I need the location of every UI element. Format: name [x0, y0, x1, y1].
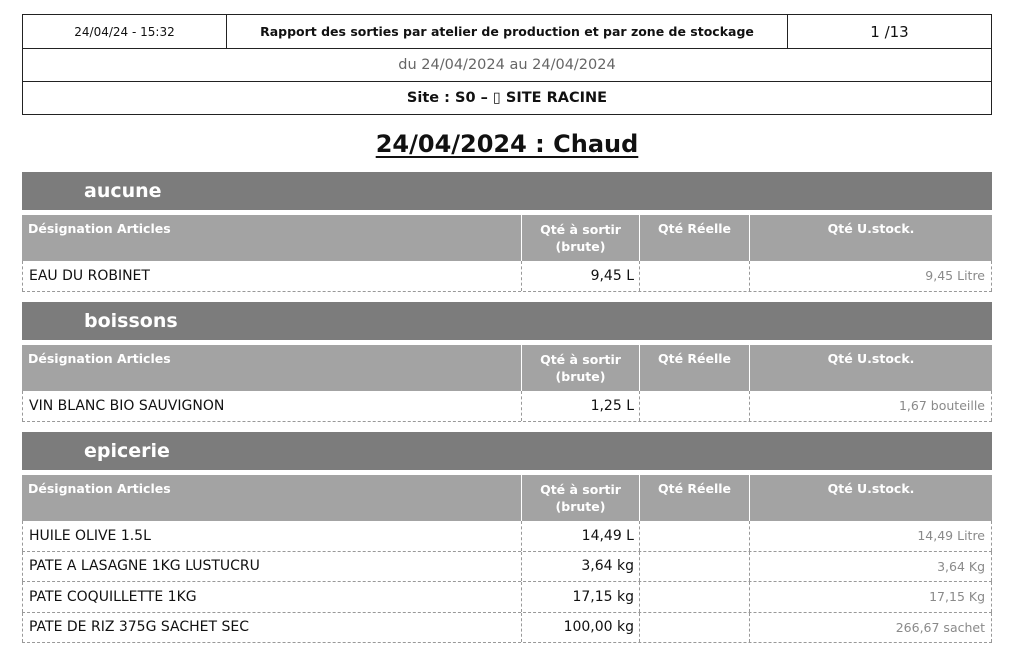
- col-qty-out: [521, 475, 639, 521]
- report-title: Rapport des sorties par atelier de production et par zone de stockage: [227, 15, 788, 48]
- col-qty-stock: Qté U.stock.: [749, 215, 992, 261]
- cell-designation: PATE A LASAGNE 1KG LUSTUCRU: [22, 552, 521, 582]
- col-qty-out-line1: Qté à sortir: [540, 482, 621, 497]
- cell-qty-out: 100,00 kg: [521, 613, 639, 643]
- column-header-row: [22, 345, 992, 391]
- col-qty-stock: Qté U.stock.: [749, 475, 992, 521]
- header-site-row: [23, 82, 991, 114]
- cell-designation: VIN BLANC BIO SAUVIGNON: [22, 391, 521, 421]
- section-boissons: [22, 302, 992, 422]
- cell-qty-real: [639, 391, 749, 421]
- section-epicerie: [22, 432, 992, 643]
- col-designation: Désignation Articles: [28, 351, 171, 366]
- col-qty-out-line2: (brute): [555, 369, 606, 384]
- col-qty-out: [521, 215, 639, 261]
- header-top-row: [23, 15, 991, 49]
- col-qty-real: Qté Réelle: [639, 345, 749, 391]
- cell-qty-real: [639, 521, 749, 551]
- report-datetime: 24/04/24 - 15:32: [23, 15, 227, 48]
- table-row: [22, 521, 992, 552]
- section-aucune: [22, 172, 992, 292]
- col-designation: Désignation Articles: [28, 481, 171, 496]
- cell-qty-real: [639, 582, 749, 612]
- cell-designation: HUILE OLIVE 1.5L: [22, 521, 521, 551]
- cell-qty-out: 9,45 L: [521, 261, 639, 291]
- day-title: 24/04/2024 : Chaud: [375, 130, 639, 158]
- col-qty-out-line1: Qté à sortir: [540, 352, 621, 367]
- cell-qty-stock: 17,15 Kg: [749, 582, 992, 612]
- cell-qty-out: 3,64 kg: [521, 552, 639, 582]
- table-row: [22, 582, 992, 613]
- table-row: [22, 552, 992, 583]
- table-row: [22, 613, 992, 644]
- column-header-row: [22, 475, 992, 521]
- cell-qty-out: 1,25 L: [521, 391, 639, 421]
- section-title: aucune: [22, 172, 992, 210]
- col-qty-real: Qté Réelle: [639, 475, 749, 521]
- cell-designation: PATE DE RIZ 375G SACHET SEC: [22, 613, 521, 643]
- cell-qty-real: [639, 613, 749, 643]
- report-header: [22, 14, 992, 115]
- col-qty-real: Qté Réelle: [639, 215, 749, 261]
- cell-qty-stock: 9,45 Litre: [749, 261, 992, 291]
- report-site: Site : S0 – ▯ SITE RACINE: [406, 90, 608, 106]
- col-qty-out-line1: Qté à sortir: [540, 222, 621, 237]
- page-number: 1 /13: [870, 22, 909, 41]
- table-row: [22, 261, 992, 292]
- column-header-row: [22, 215, 992, 261]
- table-row: [22, 391, 992, 422]
- col-qty-stock: Qté U.stock.: [749, 345, 992, 391]
- cell-qty-stock: 266,67 sachet: [749, 613, 992, 643]
- section-title: epicerie: [22, 432, 992, 470]
- cell-designation: EAU DU ROBINET: [22, 261, 521, 291]
- cell-qty-stock: 1,67 bouteille: [749, 391, 992, 421]
- cell-qty-stock: 3,64 Kg: [749, 552, 992, 582]
- report-period: du 24/04/2024 au 24/04/2024: [398, 57, 616, 73]
- col-qty-out-line2: (brute): [555, 239, 606, 254]
- cell-designation: PATE COQUILLETTE 1KG: [22, 582, 521, 612]
- col-designation: Désignation Articles: [28, 221, 171, 236]
- section-title: boissons: [22, 302, 992, 340]
- col-qty-out: [521, 345, 639, 391]
- col-qty-out-line2: (brute): [555, 499, 606, 514]
- cell-qty-out: 17,15 kg: [521, 582, 639, 612]
- cell-qty-real: [639, 552, 749, 582]
- cell-qty-out: 14,49 L: [521, 521, 639, 551]
- cell-qty-stock: 14,49 Litre: [749, 521, 992, 551]
- header-period-row: [23, 49, 991, 82]
- cell-qty-real: [639, 261, 749, 291]
